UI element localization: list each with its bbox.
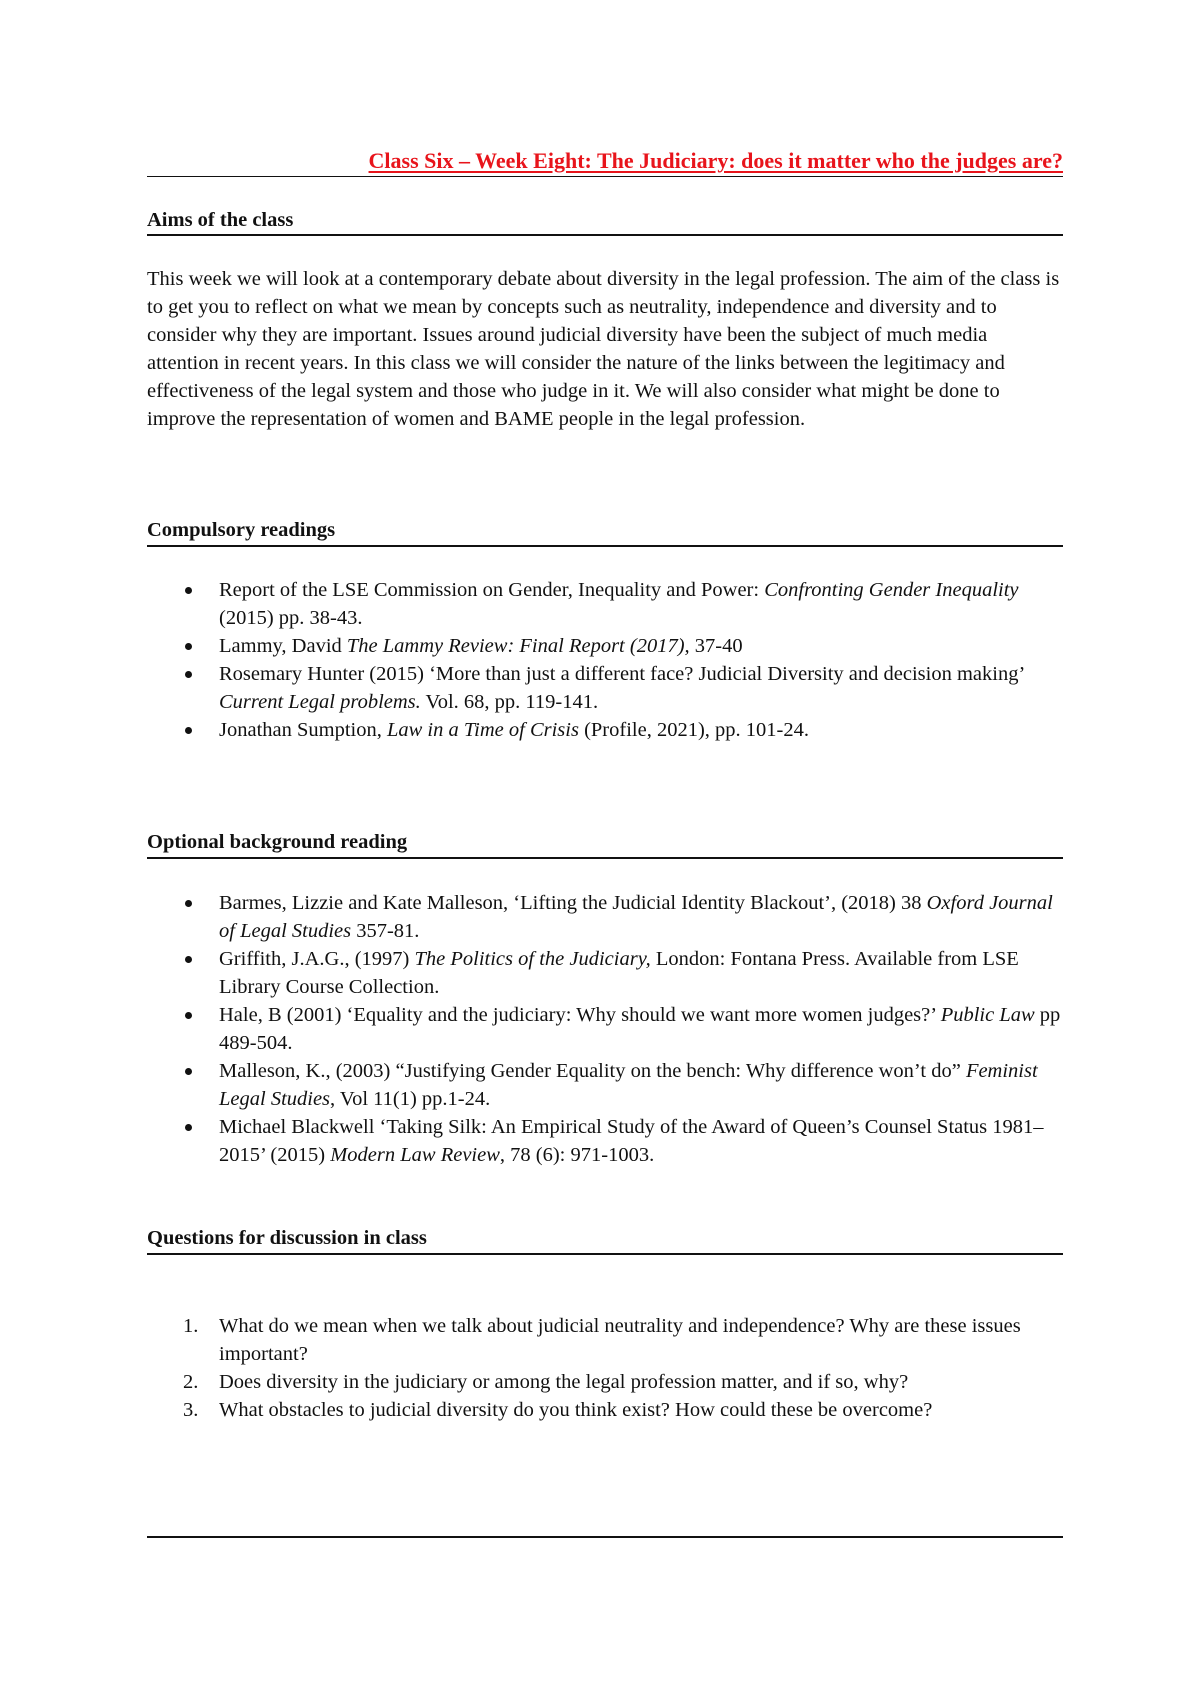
reading-title: Oxford Journal of Legal Studies <box>219 892 1053 942</box>
aims-heading: Aims of the class <box>147 209 294 231</box>
questions-rule <box>147 1253 1063 1255</box>
bullet-icon <box>185 587 192 594</box>
list-item <box>147 1057 1063 1113</box>
reading-title: Confronting Gender Inequality <box>764 579 1019 601</box>
compulsory-readings-list <box>147 576 1063 744</box>
reading-title: The Lammy Review: Final Report (2017), <box>346 635 690 657</box>
reading-text: Barmes, Lizzie and Kate Malleson, ‘Lifting the Judicial Identity Blackout’, (2018) 38 <box>219 892 927 914</box>
reading-details: 357-81. <box>351 920 420 942</box>
question-text: Does diversity in the judiciary or among the legal profession matter, and if so, why? <box>219 1371 909 1393</box>
reading-details: 37-40 <box>689 635 743 657</box>
compulsory-rule <box>147 545 1063 547</box>
optional-rule <box>147 857 1063 859</box>
list-item <box>147 576 1063 632</box>
aims-paragraph: This week we will look at a contemporary debate about diversity in the legal profession. The aim of the class is to get you to reflect on what we mean by concepts such as neutrality, independence and diversity and to consider why they are important. Issues around judicial diversity have been the subject of much media attention in recent years. In this class we will consider the nature of the links between the legitimacy and effectiveness of the legal system and those who judge in it. We will also consider what might be done to improve the representation of women and BAME people in the legal profession. <box>147 268 1060 430</box>
title-rule <box>147 176 1063 177</box>
list-item <box>147 660 1063 716</box>
reading-title: Current Legal problems. <box>219 691 421 713</box>
list-item <box>147 1001 1063 1057</box>
reading-title: Public Law <box>940 1004 1035 1026</box>
reading-text: Jonathan Sumption, <box>219 719 387 741</box>
bullet-icon <box>185 1068 192 1075</box>
question-number: 1. <box>183 1315 199 1337</box>
reading-details: (Profile, 2021), pp. 101-24. <box>578 719 809 741</box>
reading-text: Malleson, K., (2003) “Justifying Gender Equality on the bench: Why difference won’t do” <box>219 1060 966 1082</box>
bullet-icon <box>185 1124 192 1131</box>
list-item <box>147 1368 1063 1396</box>
reading-text: Michael Blackwell ‘Taking Silk: An Empirical Study of the Award of Queen’s Counsel Status 1981–2015’ (2015) <box>219 1116 1044 1166</box>
reading-title: Modern Law Review <box>330 1144 500 1166</box>
reading-title: Feminist Legal Studies <box>219 1060 1038 1110</box>
reading-text: Rosemary Hunter (2015) ‘More than just a different face? Judicial Diversity and decision making’ <box>219 663 1024 685</box>
question-number: 3. <box>183 1399 199 1421</box>
reading-details: , 78 (6): 971-1003. <box>499 1144 655 1166</box>
discussion-questions-list <box>147 1312 1063 1424</box>
bullet-icon <box>185 643 192 650</box>
list-item <box>147 889 1063 945</box>
reading-details: pp 489-504. <box>219 1004 1061 1054</box>
bullet-icon <box>185 900 192 907</box>
footer-rule <box>147 1536 1063 1538</box>
list-item <box>147 945 1063 1001</box>
aims-rule <box>147 234 1063 236</box>
question-number: 2. <box>183 1371 199 1393</box>
reading-text: Hale, B (2001) ‘Equality and the judiciary: Why should we want more women judges?’ <box>219 1004 941 1026</box>
bullet-icon <box>185 956 192 963</box>
question-text: What obstacles to judicial diversity do you think exist? How could these be overcome? <box>219 1399 933 1421</box>
reading-title: The Politics of the Judiciary, <box>414 948 651 970</box>
compulsory-heading: Compulsory readings <box>147 519 336 541</box>
bullet-icon <box>185 671 192 678</box>
bullet-icon <box>185 727 192 734</box>
reading-text: Lammy, David <box>219 635 347 657</box>
reading-details: London: Fontana Press. Available from LSE Library Course Collection. <box>219 948 1019 998</box>
document-title: Class Six – Week Eight: The Judiciary: does it matter who the judges are? <box>368 148 1063 173</box>
list-item <box>147 1396 1063 1424</box>
list-item <box>147 1113 1063 1169</box>
questions-heading: Questions for discussion in class <box>147 1227 427 1249</box>
optional-heading: Optional background reading <box>147 831 408 853</box>
list-item <box>147 1312 1063 1368</box>
optional-readings-list <box>147 889 1063 1169</box>
document-page <box>147 0 1063 1698</box>
reading-title: Law in a Time of Crisis <box>386 719 579 741</box>
question-text: What do we mean when we talk about judicial neutrality and independence? Why are these issues important? <box>219 1315 1021 1365</box>
bullet-icon <box>185 1012 192 1019</box>
reading-details: , Vol 11(1) pp.1-24. <box>330 1088 491 1110</box>
reading-details: (2015) pp. 38-43. <box>219 607 363 629</box>
list-item <box>147 632 1063 660</box>
list-item <box>147 716 1063 744</box>
reading-details: Vol. 68, pp. 119-141. <box>420 691 599 713</box>
reading-text: Report of the LSE Commission on Gender, Inequality and Power: <box>219 579 765 601</box>
reading-text: Griffith, J.A.G., (1997) <box>219 948 415 970</box>
